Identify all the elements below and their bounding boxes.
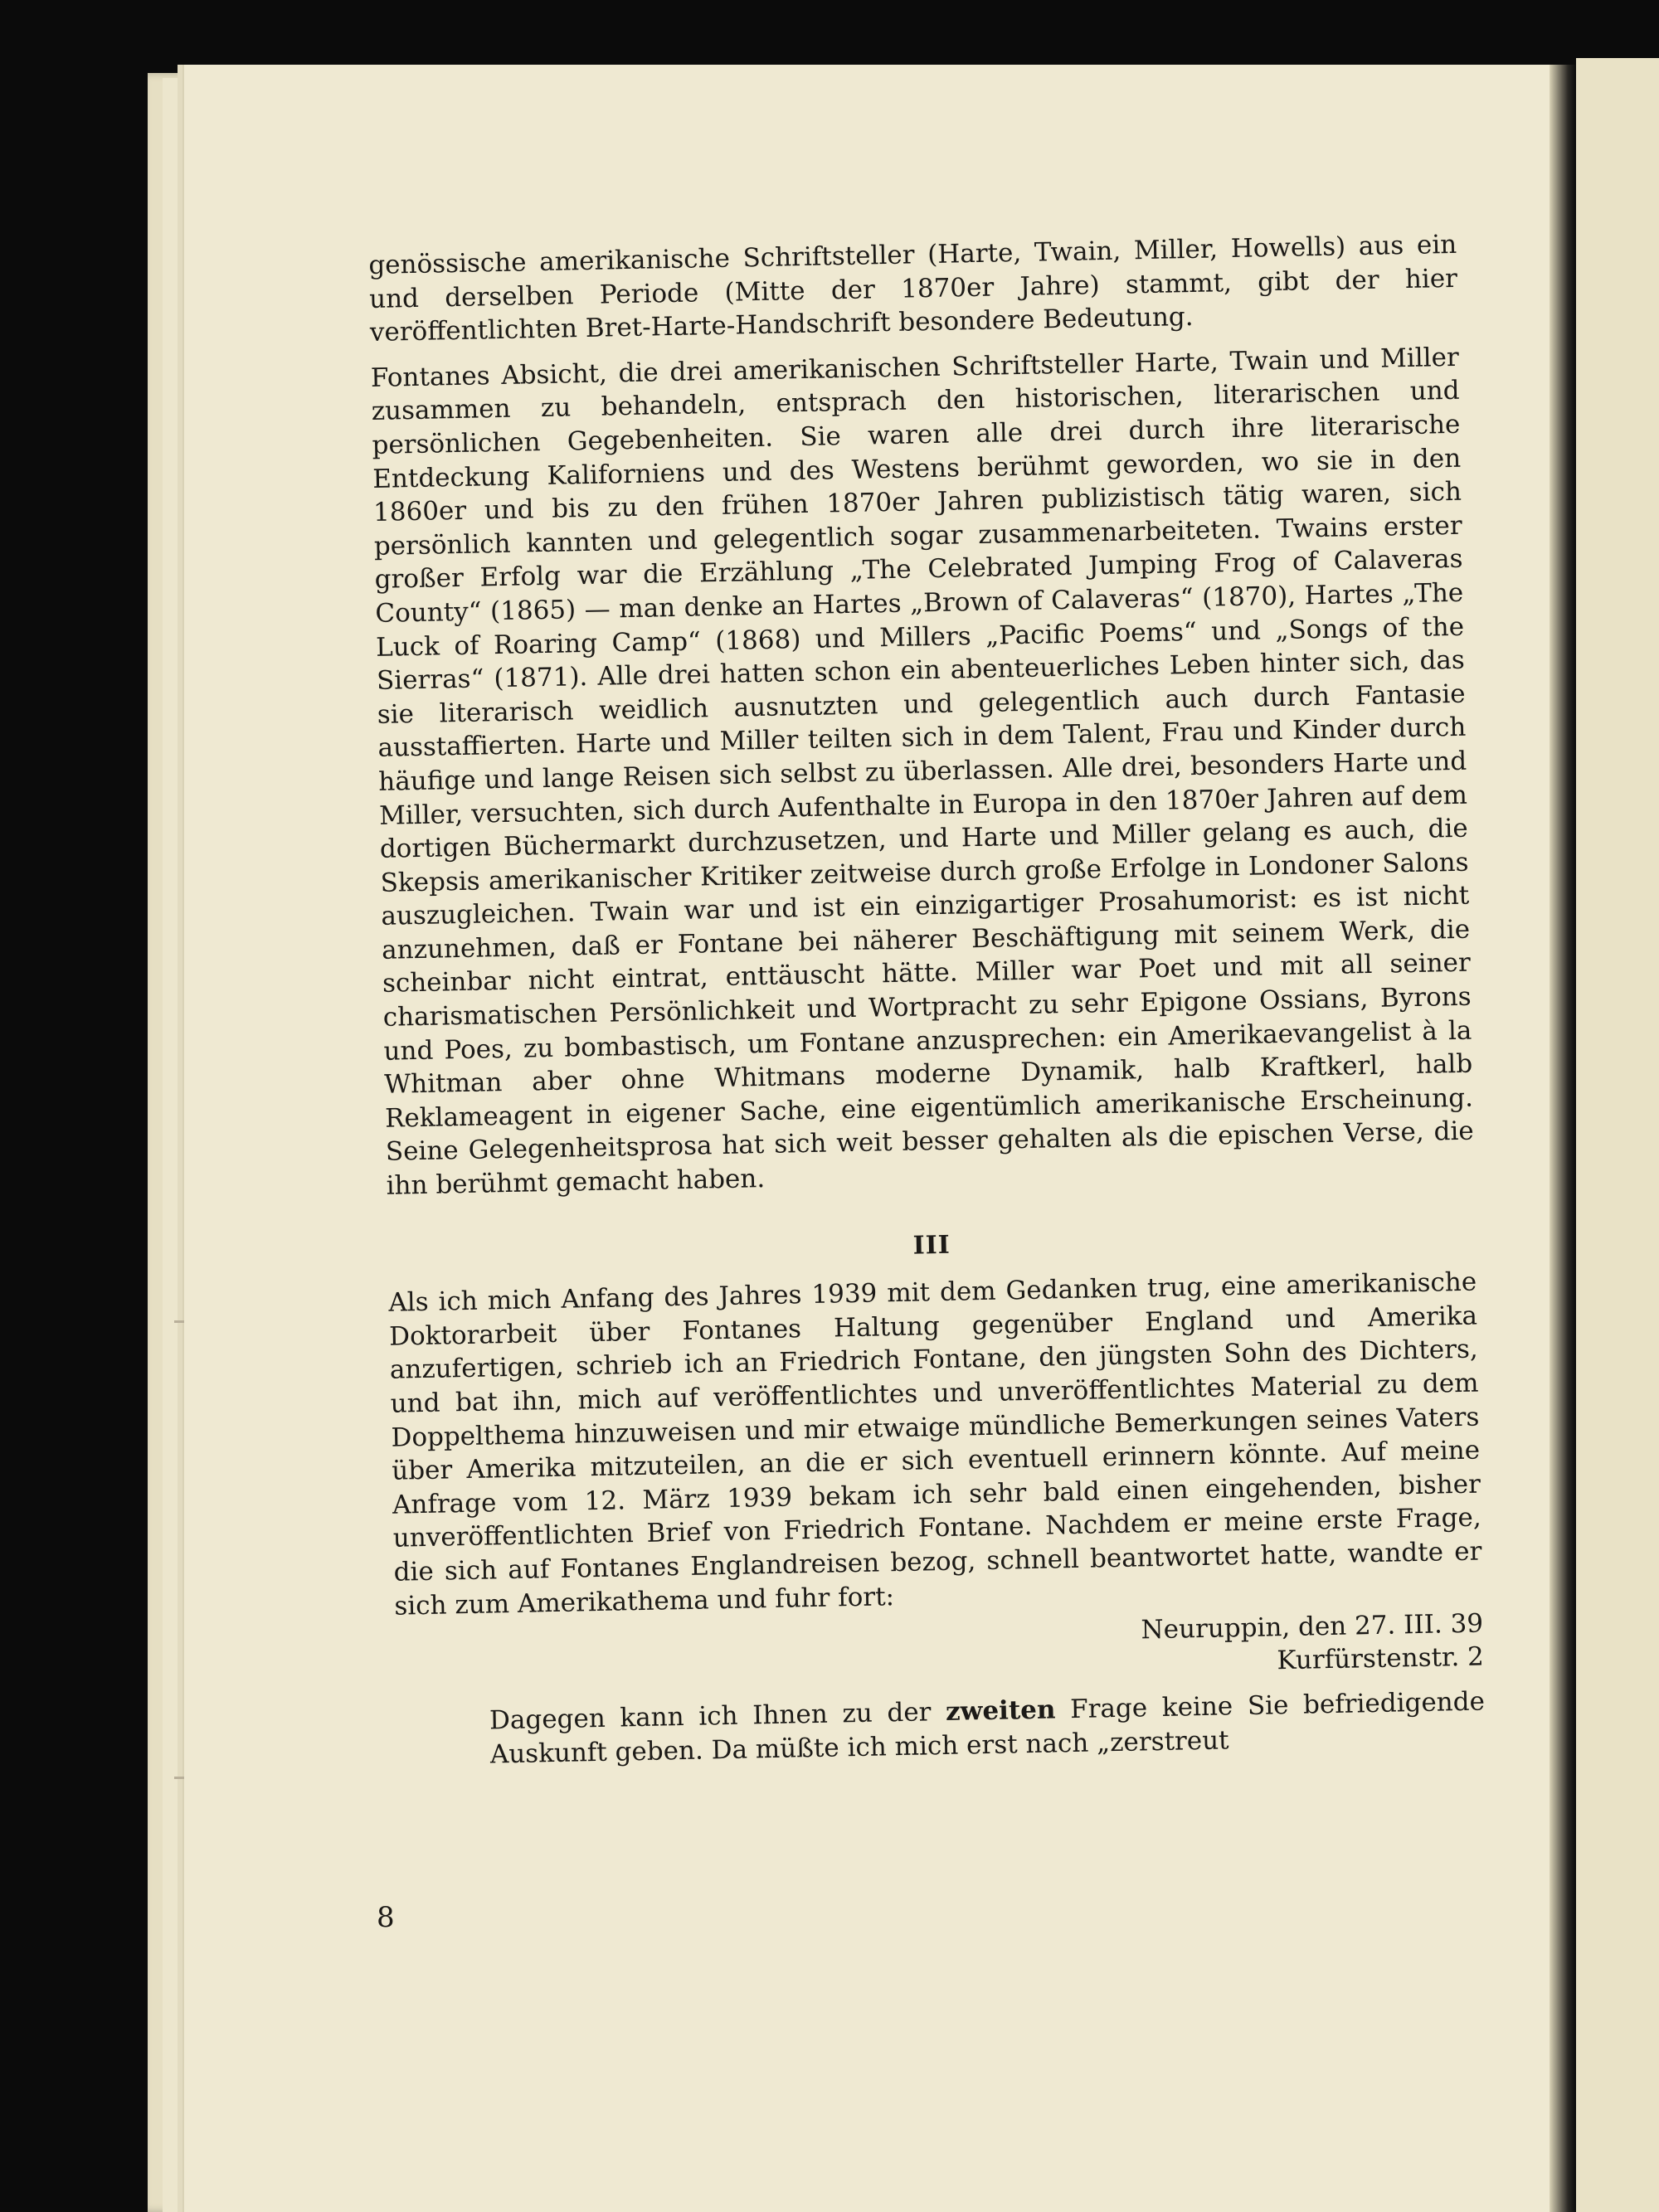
paragraph-anfang-1939: Als ich mich Anfang des Jahres 1939 mit dem Gedanken trug, eine amerikanische Doktorarbeit über Fontanes Haltung gegenüber England und Amerika anzufertigen, schrieb ich an Friedrich Fontane, den jüngsten Sohn des Dichters, und bat ihn, mich auf veröffentlichtes und unveröffentlichtes Material zu dem Doppelthema hinzuweisen und mir etwaige mündliche Bemerkungen seines Vaters über Amerika mitzuteilen, an die er sich eventuell erinnern könnte. Auf meine Anfrage vom 12. März 1939 bekam ich sehr bald einen eingehenden, bisher unveröffentlichten Brief von Friedrich Fontane. Nachdem er meine erste Frage, die sich auf Fontanes Englandreisen bezog, schnell beantwortet hatte, wandte er sich zum Amerikathema und fuhr fort:: [388, 1266, 1482, 1621]
paragraph-fontanes-absicht: Fontanes Absicht, die drei amerikanischen Schriftsteller Harte, Twain und Miller zusammen zu behandeln, entsprach den historischen, literarischen und persönlichen Gegebenheiten. Sie waren alle drei durch ihre literarische Entdeckung Kaliforniens und des Westens berühmt geworden, wo sie in den 1860er und bis zu den frühen 1870er Jahren publizistisch tätig waren, sich persönlich kannten und gelegentlich sogar zusammenarbeiteten. Twains erster großer Erfolg war die Erzählung „The Celebrated Jumping Frog of Calaveras County“ (1865) — man denke an Hartes „Brown of Calaveras“ (1870), Hartes „The Luck of Roaring Camp“ (1868) und Millers „Pacific Poems“ und „Songs of the Sierras“ (1871). Alle drei hatten schon ein abenteuerliches Leben hinter sich, das sie literarisch weidlich ausnutzten und gelegentlich auch durch Fantasie ausstaffierten. Harte und Miller teilten sich in dem Talent, Frau und Kinder durch häufige und lange Reisen sich selbst zu überlassen. Alle drei, besonders Harte und Miller, versuchten, sich durch Aufenthalte in Europa in den 1870er Jahren auf dem dortigen Büchermarkt durchzusetzen, und Harte und Miller gelang es auch, die Skepsis amerikanischer Kritiker zeitweise durch große Erfolge in Londoner Salons auszugleichen. Twain war und ist ein einzigartiger Prosahumorist: es ist nicht anzunehmen, daß er Fontane bei näherer Beschäftigung mit seinem Werk, die scheinbar nicht eintrat, enttäuscht hätte. Miller war Poet und mit all seiner charismatischen Persönlichkeit und Wortpracht zu sehr Epigone Ossians, Byrons und Poes, zu bombastisch, um Fontane anzusprechen: ein Amerikaevangelist à la Whitman aber ohne Whitmans moderne Dynamik, halb Kraftkerl, halb Reklameagent in eigener Sache, eine eigentümlich amerikanische Erscheinung. Seine Gelegenheitsprosa hat sich weit besser gehalten als die epischen Verse, die ihn berühmt gemacht haben.: [370, 342, 1475, 1201]
paragraph-continuation: genössische amerikanische Schriftsteller (Harte, Twain, Miller, Howells) aus ein und derselben Periode (Mitte der 1870er Jahre) stammt, gibt der hier veröffentlichten Bret-Harte-Handschrift besondere Bedeutung.: [368, 229, 1458, 348]
letter-address: Kurfürstenstr. 2: [1277, 1641, 1485, 1676]
page-number: 8: [377, 1901, 395, 1934]
letter-quote: [397, 1685, 1486, 1773]
letter-heading: [395, 1607, 1484, 1694]
quote-emphasis: zweiten: [945, 1694, 1056, 1728]
margin-tick: [174, 1320, 184, 1323]
quote-text-end: Frage keine Sie befriedigende Auskunft geben. Da müßte ich mich erst nach „zerstreut: [489, 1686, 1486, 1770]
letter-place-date: Neuruppin, den 27. III. 39: [1141, 1608, 1484, 1646]
section-heading: III: [912, 1230, 951, 1261]
margin-tick: [174, 1777, 184, 1779]
facing-page-edge: [1576, 58, 1659, 2212]
book-gutter: [1550, 65, 1576, 2212]
quote-text-start: Dagegen kann ich Ihnen zu der: [489, 1697, 946, 1736]
page-text-block: [368, 228, 1486, 1799]
